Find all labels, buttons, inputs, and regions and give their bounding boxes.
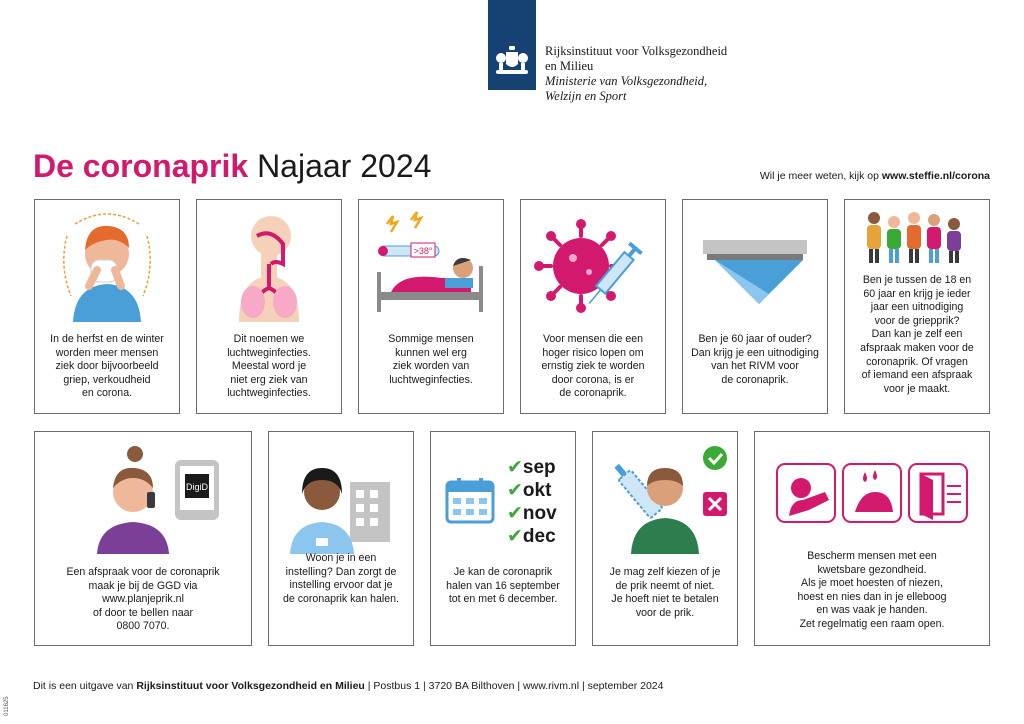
virus-and-syringe-icon <box>533 206 653 322</box>
card-text: Ben je 60 jaar of ouder? Dan krijg je een uitnodiging van het RIVM voor de coronaprik. <box>691 333 819 386</box>
title-highlight: De coronaprik <box>33 148 249 184</box>
coat-of-arms-icon <box>493 44 531 78</box>
card-text: Voor mensen die een hoger risico lopen om ernstig ziek te worden door corona, is er de coronaprik. <box>541 333 645 400</box>
card-text: Dit noemen we luchtweginfecties. Meestal word je niet erg ziek van luchtweginfecties. <box>227 333 311 400</box>
card-text: Bescherm mensen met een kwetsbare gezondheid. Als je moet hoesten of niezen, hoest en nies dan in je elleboog en was vaak je handen. Zet regelmatig een raam open. <box>797 550 947 630</box>
person-calling-icon <box>43 438 243 554</box>
org-name-line1: Rijksinstituut voor Volksgezondheid <box>545 44 728 58</box>
card-text: Je mag zelf kiezen of je de prik neemt of niet. Je hoeft niet te betalen voor de prik. <box>609 566 721 619</box>
card-invitation-60plus <box>682 199 828 414</box>
card-text: Woon je in een instelling? Dan zorgt de instelling ervoor dat je de coronaprik kan halen. <box>282 552 400 605</box>
card-text: In de herfst en de winter worden meer mensen ziek door bijvoorbeeld griep, verkoudheid en corona. <box>50 333 164 400</box>
month-label: dec <box>522 526 556 547</box>
sick-in-bed-icon <box>371 206 491 322</box>
card-text: Een afspraak voor de coronaprik maak je bij de GGD via www.planjeprik.nl of door te bellen naar 0800 7070. <box>66 566 220 633</box>
sneezing-person-icon <box>47 206 167 322</box>
card-text: Je kan de coronaprik halen van 16 september tot en met 6 december. <box>446 566 560 606</box>
respiratory-tract-icon <box>209 206 329 322</box>
card-institution <box>268 431 414 646</box>
month-label: okt <box>522 480 552 501</box>
letterbox-invitation-icon <box>695 206 815 322</box>
month-item: ✔nov <box>507 503 557 524</box>
ministry-line2: Welzijn en Sport <box>545 89 627 103</box>
person-choice-icon <box>597 438 733 554</box>
months-list <box>507 456 557 548</box>
more-info-prefix: Wil je meer weten, kijk op <box>759 170 879 182</box>
ministry-line1: Ministerie van Volksgezondheid, <box>545 74 708 88</box>
card-text: Ben je tussen de 18 en 60 jaar en krijg je ieder jaar een uitnodiging voor de griepprik? Dan kan je zelf een afspraak maken voor de coronaprik. Of vragen of iemand een afspraak voor je maakt. <box>860 274 974 395</box>
more-info-link[interactable]: www.steffie.nl/corona <box>881 170 990 182</box>
thermometer-label: >38° <box>413 246 433 256</box>
page-title <box>33 146 431 186</box>
card-text: Sommige mensen kunnen wel erg ziek worden van luchtweginfecties. <box>388 333 474 386</box>
card-18-60-appointment <box>844 199 990 414</box>
group-of-people-icon <box>862 206 972 266</box>
month-label: nov <box>522 503 557 524</box>
footer <box>33 680 663 692</box>
calendar-icon <box>445 476 495 526</box>
month-item: ✔dec <box>507 526 556 547</box>
card-sneezing <box>34 199 180 414</box>
month-label: sep <box>522 457 556 478</box>
title-rest: Najaar 2024 <box>257 148 432 184</box>
org-name-line2: en Milieu <box>545 59 594 73</box>
card-period <box>430 431 576 646</box>
rijksoverheid-logo <box>488 0 788 103</box>
month-item: ✔sep <box>507 457 556 478</box>
footer-rest: | Postbus 1 | 3720 BA Bilthoven | www.rivm.nl | september 2024 <box>367 680 664 692</box>
card-sick-in-bed <box>358 199 504 414</box>
card-respiratory <box>196 199 342 414</box>
month-item: ✔okt <box>507 480 552 501</box>
logo-bar <box>488 0 536 90</box>
footer-org: Rijksinstituut voor Volksgezondheid en Milieu <box>136 680 365 692</box>
card-protect <box>754 431 990 646</box>
digid-label: DigiD <box>185 482 209 492</box>
logo-text <box>545 44 727 104</box>
card-virus-vaccine <box>520 199 666 414</box>
more-info <box>760 170 990 182</box>
card-free-choice <box>592 431 738 646</box>
footer-prefix: Dit is een uitgave van <box>33 680 134 692</box>
card-ggd-appointment <box>34 431 252 646</box>
hygiene-measures-icon <box>775 462 969 532</box>
care-worker-icon <box>276 438 406 554</box>
document-code: 011625 <box>4 696 10 716</box>
